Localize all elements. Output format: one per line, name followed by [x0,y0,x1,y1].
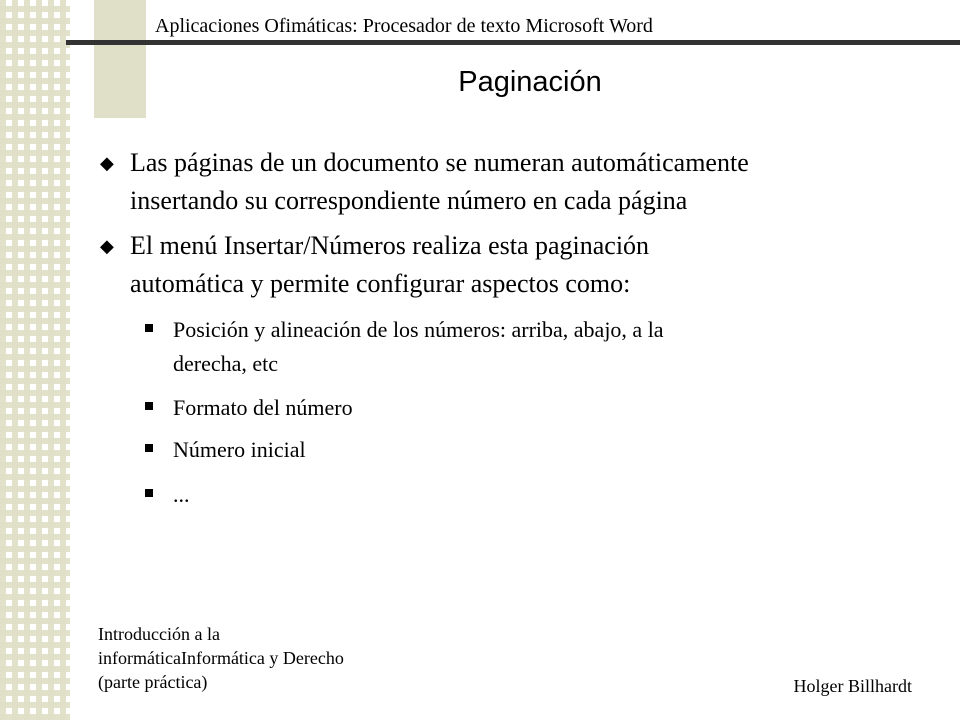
square-bullet-icon [145,402,153,410]
square-bullet-icon [145,444,153,452]
footer-line: (parte práctica) [98,672,208,692]
header-accent-block [94,0,146,118]
course-title: Aplicaciones Ofimáticas: Procesador de texto Microsoft Word [155,15,653,37]
sub-bullet-line: Número inicial [173,437,306,462]
footer-course-info [98,622,418,694]
header-rule [66,40,960,45]
diamond-bullet-icon: ◆ [100,236,114,256]
left-checkered-stripe [0,0,70,720]
sub-bullet-line: Posición y alineación de los números: arriba, abajo, a la [173,317,664,342]
footer-line: Introducción a la [98,624,220,644]
sub-bullet-line: derecha, etc [173,351,279,376]
sub-bullet-text [173,391,873,425]
sub-bullet-line: Formato del número [173,395,353,420]
diamond-bullet-icon: ◆ [100,153,114,173]
sub-bullet-text [173,478,873,512]
bullet-text [130,227,930,303]
slide-title: Paginación [458,66,602,98]
footer-author: Holger Billhardt [793,676,912,696]
square-bullet-icon [145,324,153,332]
bullet-text [130,144,930,220]
bullet-line: insertando su correspondiente número en cada página [130,186,688,215]
bullet-line: automática y permite configurar aspectos como: [130,269,631,298]
bullet-line: Las páginas de un documento se numeran automáticamente [130,148,749,177]
footer-line: informáticaInformática y Derecho [98,648,344,668]
sub-bullet-line: ... [173,482,190,507]
sub-bullet-text [173,313,873,381]
bullet-line: El menú Insertar/Números realiza esta paginación [130,231,650,260]
sub-bullet-text [173,433,873,467]
square-bullet-icon [145,489,153,497]
